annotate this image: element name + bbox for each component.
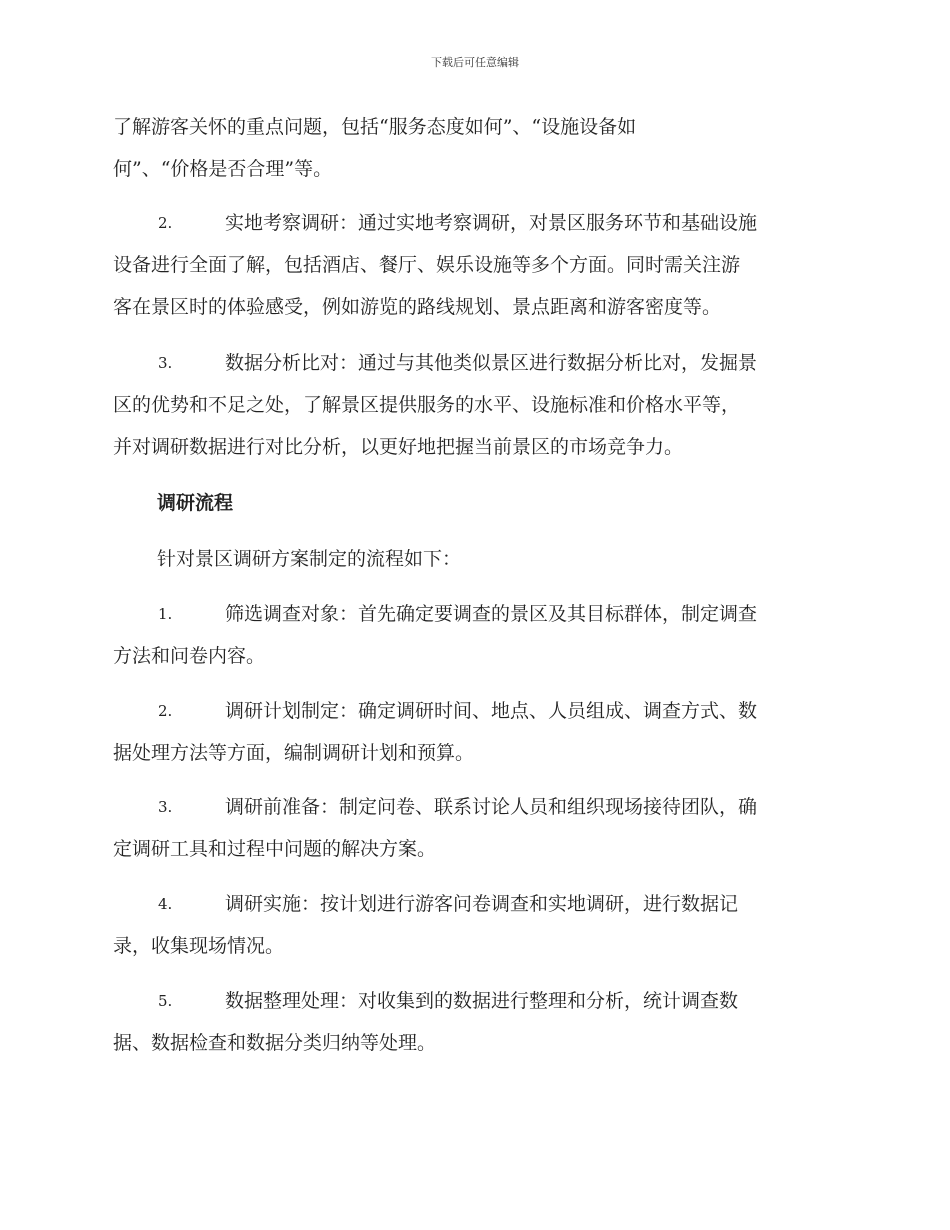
section-intro: 针对景区调研方案制定的流程如下：: [157, 548, 462, 570]
step-item: [113, 690, 833, 774]
step-item: [113, 593, 833, 677]
opening-line-2: 何”、“价格是否合理”等。: [113, 158, 333, 180]
step-line: 调研实施：按计划进行游客问卷调查和实地调研，进行数据记: [225, 893, 739, 915]
page-header: 下载后可任意编辑: [431, 56, 519, 69]
item-line: 设备进行全面了解，包括酒店、餐厅、娱乐设施等多个方面。同时需关注游: [113, 254, 741, 276]
item-line: 区的优势和不足之处，了解景区提供服务的水平、设施标准和价格水平等，: [113, 394, 741, 416]
step-item: [113, 786, 833, 870]
method-item: [113, 202, 833, 328]
item-line: 实地考察调研：通过实地考察调研，对景区服务环节和基础设施: [225, 212, 758, 234]
step-line: 数据整理处理：对收集到的数据进行整理和分析，统计调查数: [225, 990, 739, 1012]
method-item: [113, 342, 833, 468]
step-number: 1.: [158, 605, 173, 623]
step-line: 据、数据检查和数据分类归纳等处理。: [113, 1032, 437, 1054]
step-number: 5.: [158, 992, 173, 1010]
step-line: 录，收集现场情况。: [113, 935, 285, 957]
step-item: [113, 980, 833, 1064]
step-number: 2.: [158, 702, 173, 720]
item-line: 客在景区时的体验感受，例如游览的路线规划、景点距离和游客密度等。: [113, 296, 722, 318]
step-line: 定调研工具和过程中问题的解决方案。: [113, 838, 437, 860]
item-line: 数据分析比对：通过与其他类似景区进行数据分析比对，发掘景: [225, 352, 758, 374]
item-number: 2.: [158, 214, 173, 232]
step-line: 调研前准备：制定问卷、联系讨论人员和组织现场接待团队，确: [225, 796, 758, 818]
item-line: 并对调研数据进行对比分析，以更好地把握当前景区的市场竞争力。: [113, 436, 684, 458]
step-number: 4.: [158, 895, 173, 913]
step-line: 筛选调查对象：首先确定要调查的景区及其目标群体，制定调查: [225, 603, 758, 625]
step-line: 方法和问卷内容。: [113, 645, 266, 667]
opening-paragraph: [113, 106, 833, 190]
step-line: 调研计划制定：确定调研时间、地点、人员组成、调查方式、数: [225, 700, 758, 722]
opening-line-1: 了解游客关怀的重点问题，包括“服务态度如何”、“设施设备如: [113, 116, 637, 138]
item-number: 3.: [158, 354, 173, 372]
step-number: 3.: [158, 798, 173, 816]
section-heading: 调研流程: [157, 492, 234, 514]
step-line: 据处理方法等方面，编制调研计划和预算。: [113, 742, 475, 764]
step-item: [113, 883, 833, 967]
